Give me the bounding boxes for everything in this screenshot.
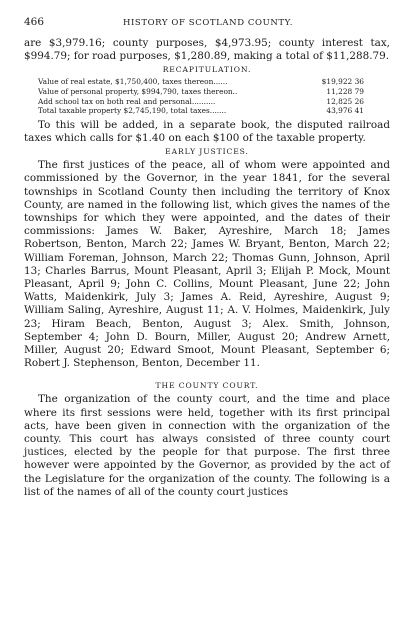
table-row bbox=[24, 106, 390, 116]
running-title: HISTORY OF SCOTLAND COUNTY. bbox=[122, 18, 294, 28]
recap-label: Value of real estate, $1,750,400, taxes thereon...... bbox=[38, 77, 228, 87]
recapitulation-heading: RECAPITULATION. bbox=[162, 65, 252, 75]
running-head bbox=[24, 16, 390, 29]
county-court-paragraph: The organization of the county court, and the time and place where its first sessions were held, together with its first principal acts, have been given in connection with the organization of the county. This court has always consisted of three county court justices, elected by the people for that purpose. The first three however were appointed by the Governor, as provided by the act of the Legislature for the organization of the county. The following is a list of the names of all of the county court justices bbox=[24, 393, 390, 498]
page-number: 466 bbox=[24, 16, 45, 28]
recap-amount: $19,922 36 bbox=[321, 77, 364, 87]
intro-paragraph: are $3,979.16; county purposes, $4,973.95; county interest tax, $994.79; for road purposes, $1,280.89, making a total of $11,288.79. bbox=[24, 37, 390, 63]
county-court-heading: THE COUNTY COURT. bbox=[155, 381, 259, 391]
early-justices-heading: EARLY JUSTICES. bbox=[165, 147, 249, 157]
recap-label: Value of personal property, $994,790, taxes thereon.. bbox=[38, 87, 238, 96]
recap-label: Add school tax on both real and personal.......... bbox=[38, 96, 216, 106]
railroad-tax-paragraph: To this will be added, in a separate book, the disputed railroad taxes which calls for $1.40 on each $100 of the taxable property. bbox=[24, 118, 390, 144]
recap-amount: 11,228 79 bbox=[326, 87, 364, 96]
recap-amount: 12,825 26 bbox=[326, 96, 364, 106]
table-row bbox=[24, 97, 390, 107]
table-row bbox=[24, 87, 390, 97]
table-row bbox=[24, 77, 390, 87]
recapitulation-table bbox=[24, 77, 390, 115]
early-justices-paragraph: The first justices of the peace, all of whom were appointed and commissioned by the Governor, in the year 1841, for the several townships in Scotland County then including the territory of Knox County, are named in the following list, which gives the names of the townships for which they were appointed, and the dates of their commissions: James W. Baker, Ayreshire, March 18; James Robertson, Benton, March 22; James W. Bryant, Benton, March 22; William Foreman, Johnson, March 22; Thomas Gunn, Johnson, April 13; Charles Barrus, Mount Pleasant, April 3; Elijah P. Mock, Mount Pleasant, April 9; John C. Collins, Mount Pleasant, June 22; John Watts, Maidenkirk, July 3; James A. Reid, Ayreshire, August 9; William Saling, Ayreshire, August 11; A. V. Holmes, Maidenkirk, July 23; Hiram Beach, Benton, August 3; Alex. Smith, Johnson, September 4; John D. Bourn, Miller, August 20; Andrew Arnett, Miller, August 20; Edward Smoot, Mount Pleasant, September 6; Robert J. Stephenson, Benton, December 11. bbox=[24, 159, 390, 370]
recap-label: Total taxable property $2,745,190, total taxes....... bbox=[38, 106, 227, 116]
recap-amount: 43,976 41 bbox=[326, 106, 364, 116]
